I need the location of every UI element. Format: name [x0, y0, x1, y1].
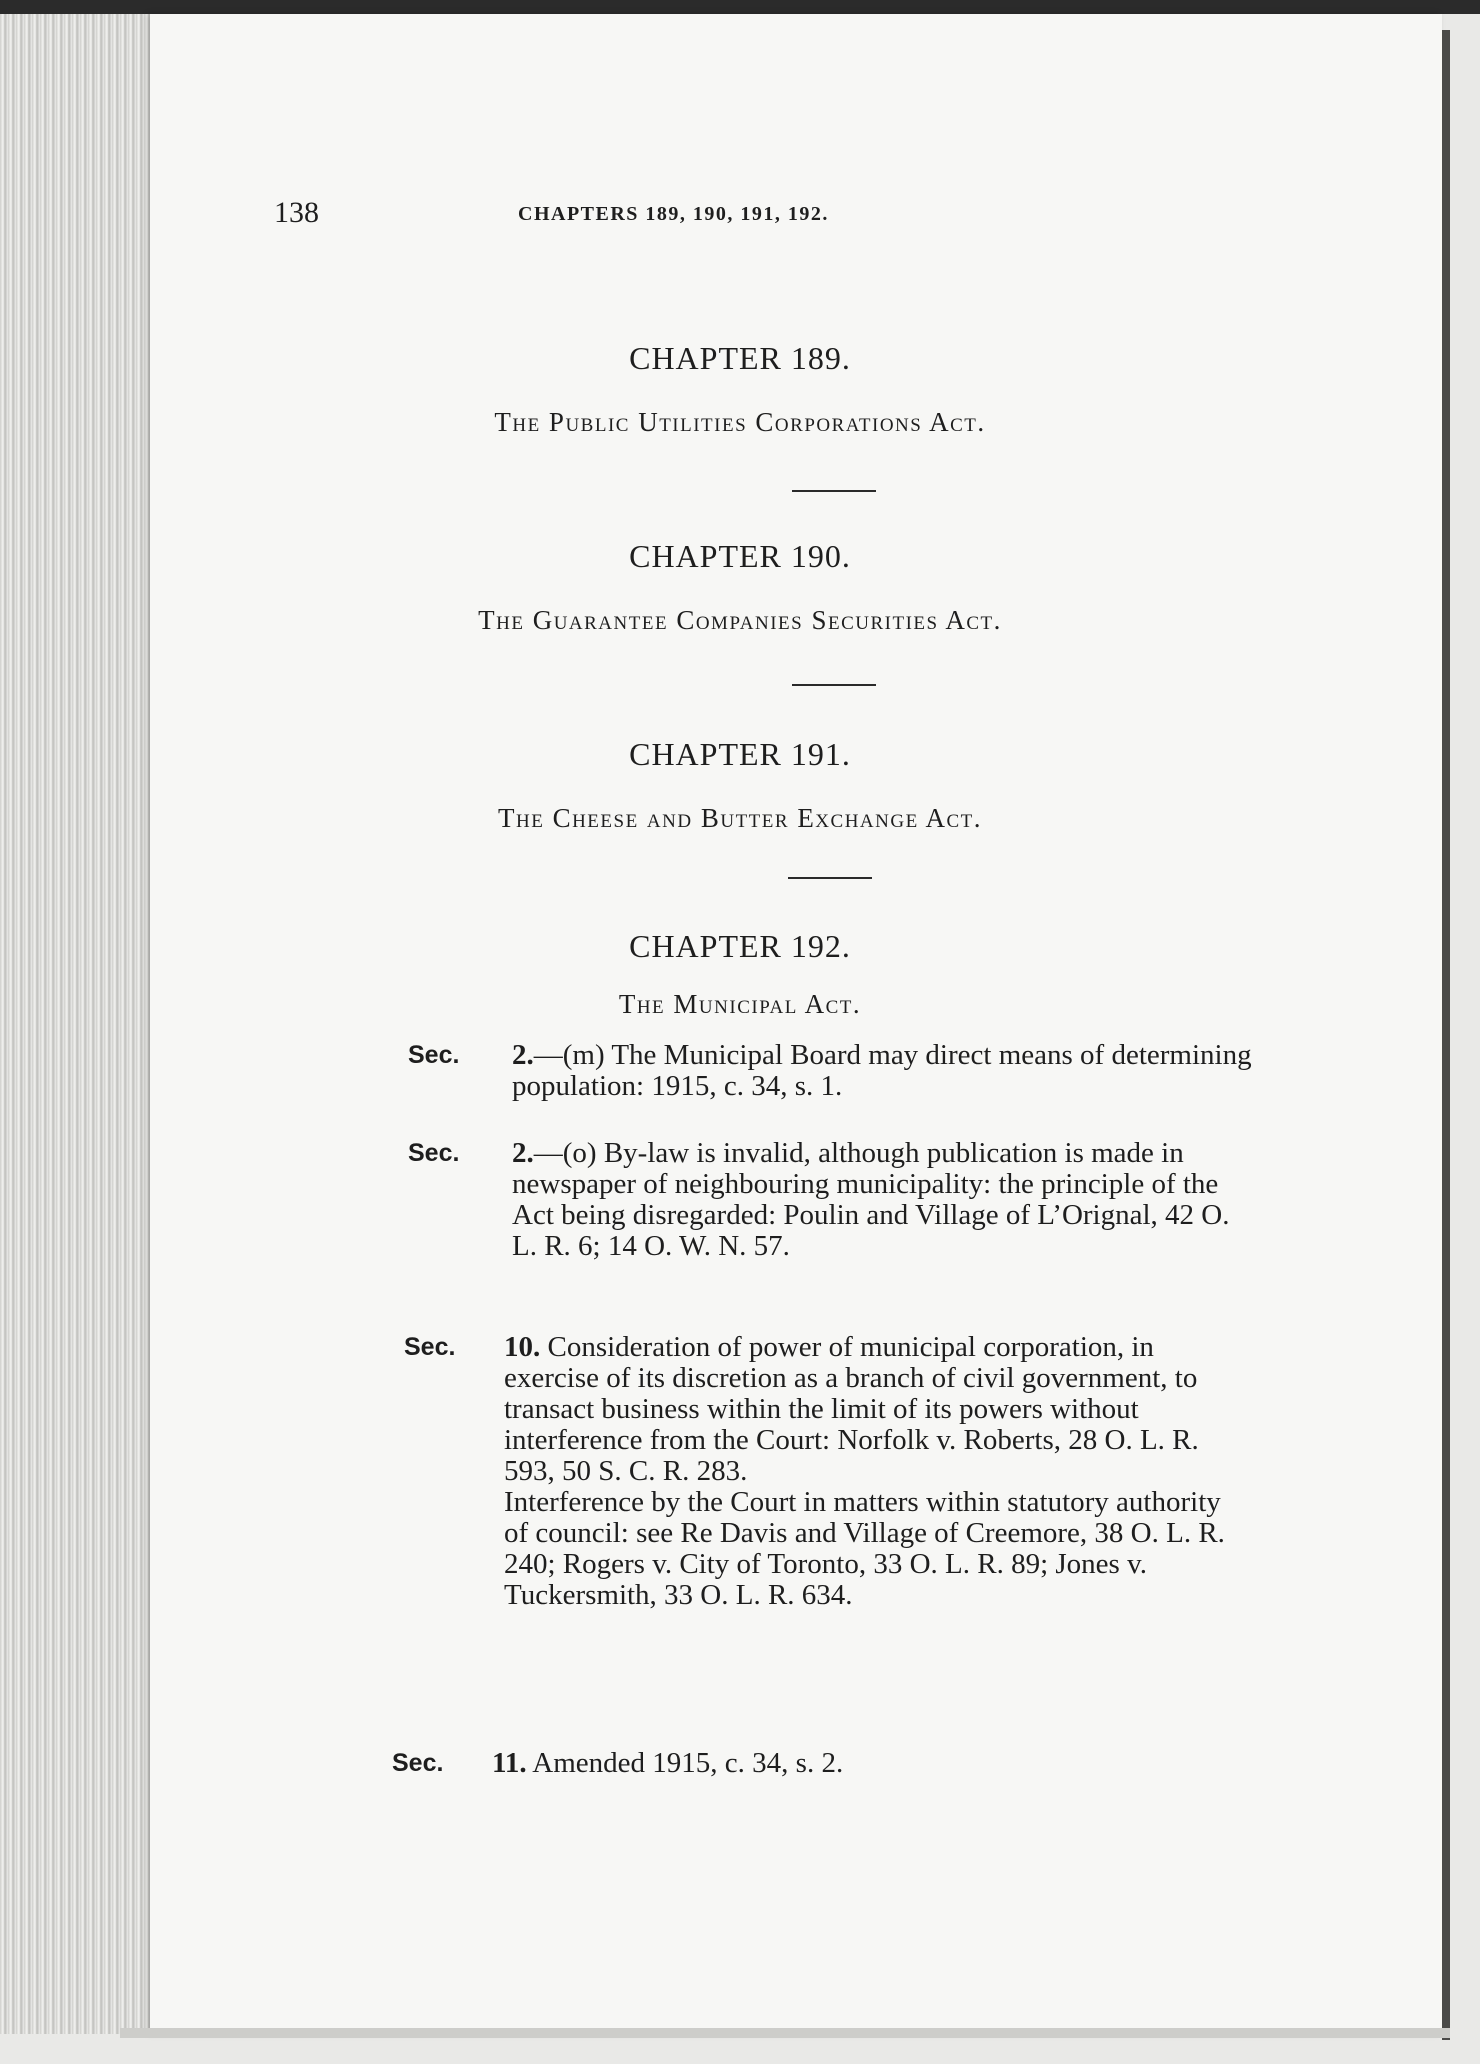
section-number: 2.: [512, 1039, 534, 1071]
page-bottom-edge: [120, 2028, 1450, 2038]
chapter-191: [0, 736, 1480, 834]
chapter-separator: [792, 684, 876, 686]
section-text: Amended 1915, c. 34, s. 2.: [526, 1747, 844, 1779]
chapter-separator: [788, 877, 872, 879]
section-number: 11.: [492, 1747, 527, 1779]
book-page-edges: [0, 14, 175, 2034]
section-body: [504, 1332, 1252, 1611]
page-number: 138: [274, 196, 319, 229]
chapter-190: [0, 538, 1480, 636]
section-number: 2.: [512, 1137, 534, 1169]
chapter-heading: CHAPTER 190.: [629, 538, 851, 574]
section-text: —(o) By-law is invalid, although publication is made in newspaper of neighbouring municipality: the principle of the Act being disregarded: Poulin and Village of L’Orignal, 42 O. L. R. 6; 14 O. W. N. 57.: [512, 1137, 1230, 1262]
scan-top-border: [0, 0, 1480, 14]
act-title: The Cheese and Butter Exchange Act.: [498, 803, 982, 833]
book-page: [150, 14, 1442, 2034]
act-title: The Guarantee Companies Securities Act.: [478, 605, 1002, 635]
chapter-189: [0, 340, 1480, 438]
section-entry: [408, 1137, 1252, 1262]
section-text: Consideration of power of municipal corporation, in exercise of its discretion as a branch of civil government, to transact business within the limit of its powers without interference from the Court: Norfolk v. Roberts, 28 O. L. R. 593, 50 S. C. R. 283.: [504, 1331, 1199, 1487]
section-body: [492, 1748, 1252, 1779]
running-head: [0, 196, 1480, 256]
section-entry: [404, 1332, 1252, 1611]
section-body: [512, 1040, 1252, 1102]
chapter-heading: CHAPTER 189.: [629, 340, 851, 376]
section-paragraph: [504, 1332, 1252, 1487]
section-body: [512, 1138, 1252, 1262]
section-entry: [408, 1039, 1252, 1102]
section-label: Sec.: [408, 1041, 460, 1069]
chapter-separator: [792, 490, 876, 492]
section-number: 10.: [504, 1331, 541, 1363]
chapter-heading: CHAPTER 191.: [629, 736, 851, 772]
running-title: CHAPTERS 189, 190, 191, 192.: [518, 203, 829, 225]
act-title: The Municipal Act.: [618, 989, 862, 1019]
section-label: Sec.: [392, 1749, 444, 1777]
chapter-192: [0, 928, 1480, 1020]
section-label: Sec.: [408, 1139, 460, 1167]
chapter-heading: CHAPTER 192.: [629, 928, 851, 964]
section-text: —(m) The Municipal Board may direct means of determining population: 1915, c. 34, s. 1.: [512, 1039, 1252, 1102]
section-paragraph: Interference by the Court in matters within statutory authority of council: see Re Davis and Village of Creemore, 38 O. L. R. 240; Rogers v. City of Toronto, 33 O. L. R. 89; Jones v. Tuckersmith, 33 O. L. R. 634.: [504, 1486, 1225, 1611]
act-title: The Public Utilities Corporations Act.: [494, 407, 986, 437]
page-right-edge: [1442, 30, 1450, 2040]
section-entry: [392, 1748, 1252, 1779]
section-label: Sec.: [404, 1333, 456, 1361]
